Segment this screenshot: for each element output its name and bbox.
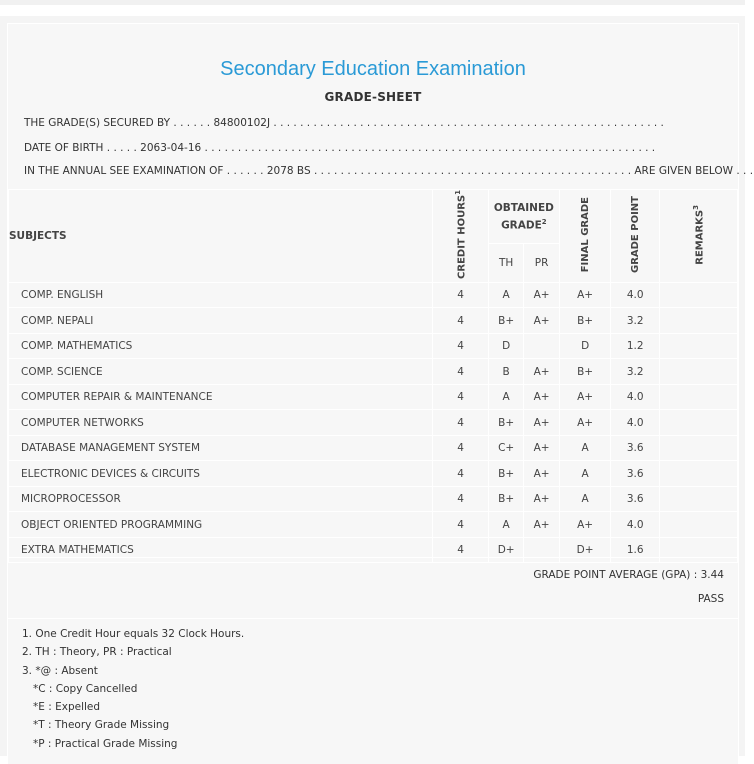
header-grade-point: [611, 190, 660, 283]
remarks-cell: [660, 384, 738, 410]
grade-point-cell: 4.0: [611, 282, 660, 308]
grade-sheet-heading: GRADE-SHEET: [324, 90, 422, 104]
theory-grade-cell: B+: [488, 410, 523, 436]
table-row: [9, 512, 738, 538]
grade-point-cell: 1.2: [611, 333, 660, 359]
header-remarks: [660, 190, 738, 283]
dob-dots: . . . . . . . . . . . . . . . . . . . . . . . . . . . . . . . . . . . . . . . . . . . . . . . . . . . . . . . . . . . . . . . . . . . .: [204, 142, 656, 154]
grade-point-cell: 3.2: [611, 308, 660, 334]
theory-grade-cell: B+: [488, 461, 523, 487]
obtained-grade-label: OBTAINED GRADE: [493, 201, 554, 232]
remarks-cell: [660, 308, 738, 334]
dob-line: [24, 142, 655, 154]
footnote-theory-missing: *T : Theory Grade Missing: [33, 719, 170, 732]
final-grade-cell: D: [559, 333, 611, 359]
gpa-line: [533, 569, 724, 581]
result-status: PASS: [697, 593, 724, 605]
credit-hours-cell: 4: [433, 410, 489, 436]
table-row: [9, 410, 738, 436]
table-row: [9, 435, 738, 461]
practical-grade-cell: A+: [524, 435, 559, 461]
subject-cell: COMP. NEPALI: [9, 308, 433, 334]
table-row: [9, 308, 738, 334]
credit-hours-cell: 4: [433, 435, 489, 461]
exam-title: Secondary Education Examination: [220, 58, 526, 80]
final-grade-cell: A: [559, 461, 611, 487]
header-credit-hours: [433, 190, 489, 283]
subject-cell: OBJECT ORIENTED PROGRAMMING: [9, 512, 433, 538]
header-subjects: SUBJECTS: [9, 190, 433, 283]
remarks-cell: [660, 435, 738, 461]
symbol-number: 84800102J: [213, 117, 271, 129]
subject-cell: ELECTRONIC DEVICES & CIRCUITS: [9, 461, 433, 487]
secured-by-dots: . . . . . . . . . . . . . . . . . . . . . . . . . . . . . . . . . . . . . . . . . . . . . . . . . . . . . . . . . . .: [273, 117, 664, 129]
credit-hours-cell: 4: [433, 537, 489, 563]
exam-line: [24, 165, 753, 177]
table-row: [9, 461, 738, 487]
credit-hours-cell: 4: [433, 384, 489, 410]
final-grade-cell: A+: [559, 384, 611, 410]
header-theory: TH: [488, 243, 523, 282]
gpa-section: [8, 557, 738, 619]
credit-hours-footnote: 1: [454, 190, 463, 195]
remarks-cell: [660, 282, 738, 308]
remarks-cell: [660, 512, 738, 538]
final-grade-cell: D+: [559, 537, 611, 563]
final-grade-cell: A+: [559, 410, 611, 436]
final-grade-cell: A+: [559, 512, 611, 538]
table-row: [9, 359, 738, 385]
remarks-footnote: 3: [692, 204, 701, 210]
obtained-grade-footnote: 2: [541, 217, 547, 226]
grades-table-body: [9, 282, 738, 563]
table-row: [9, 486, 738, 512]
subject-cell: COMP. ENGLISH: [9, 282, 433, 308]
credit-hours-cell: 4: [433, 282, 489, 308]
exam-suffix: ARE GIVEN BELOW . . .: [634, 165, 754, 177]
grade-point-cell: 3.6: [611, 435, 660, 461]
exam-year: 2078 BS: [266, 165, 311, 177]
table-row: [9, 282, 738, 308]
remarks-cell: [660, 359, 738, 385]
remarks-cell: [660, 410, 738, 436]
theory-grade-cell: B+: [488, 308, 523, 334]
footnote-1: 1. One Credit Hour equals 32 Clock Hours.: [22, 628, 245, 640]
theory-grade-cell: C+: [488, 435, 523, 461]
secured-by-line: [24, 117, 664, 129]
remarks-cell: [660, 486, 738, 512]
theory-grade-cell: A: [488, 384, 523, 410]
subject-cell: MICROPROCESSOR: [9, 486, 433, 512]
exam-label: IN THE ANNUAL SEE EXAMINATION OF . . . . . .: [24, 165, 264, 177]
grade-point-cell: 4.0: [611, 410, 660, 436]
credit-hours-cell: 4: [433, 461, 489, 487]
final-grade-cell: A: [559, 435, 611, 461]
final-grade-cell: A: [559, 486, 611, 512]
grade-point-cell: 4.0: [611, 384, 660, 410]
grade-point-label: GRADE POINT: [629, 195, 641, 273]
subject-cell: COMP. SCIENCE: [9, 359, 433, 385]
final-grade-cell: A+: [559, 282, 611, 308]
grade-point-cell: 4.0: [611, 512, 660, 538]
header-practical: PR: [524, 243, 559, 282]
footnote-copy-cancelled: *C : Copy Cancelled: [33, 682, 138, 695]
theory-grade-cell: B: [488, 359, 523, 385]
credit-hours-label: CREDIT HOURS: [456, 194, 468, 279]
final-grade-label: FINAL GRADE: [579, 196, 591, 273]
subject-cell: DATABASE MANAGEMENT SYSTEM: [9, 435, 433, 461]
theory-grade-cell: A: [488, 282, 523, 308]
theory-grade-cell: D: [488, 333, 523, 359]
theory-grade-cell: A: [488, 512, 523, 538]
practical-grade-cell: A+: [524, 410, 559, 436]
practical-grade-cell: A+: [524, 282, 559, 308]
exam-dots: . . . . . . . . . . . . . . . . . . . . . . . . . . . . . . . . . . . . . . . . . . . . . . . .: [313, 165, 632, 177]
table-row: [9, 333, 738, 359]
grade-point-cell: 3.2: [611, 359, 660, 385]
practical-grade-cell: A+: [524, 461, 559, 487]
grade-point-cell: 3.6: [611, 461, 660, 487]
practical-grade-cell: A+: [524, 512, 559, 538]
credit-hours-cell: 4: [433, 308, 489, 334]
subject-cell: EXTRA MATHEMATICS: [9, 537, 433, 563]
remarks-cell: [660, 461, 738, 487]
subject-cell: COMP. MATHEMATICS: [9, 333, 433, 359]
credit-hours-cell: 4: [433, 333, 489, 359]
theory-grade-cell: B+: [488, 486, 523, 512]
header-final-grade: [559, 190, 611, 283]
header-obtained-grade: [488, 190, 559, 244]
grade-point-cell: 3.6: [611, 486, 660, 512]
top-strip: [0, 0, 745, 5]
gpa-value: 3.44: [700, 569, 724, 581]
practical-grade-cell: A+: [524, 384, 559, 410]
final-grade-cell: B+: [559, 308, 611, 334]
grade-sheet-container: [7, 23, 754, 764]
practical-grade-cell: [524, 333, 559, 359]
dob-label: DATE OF BIRTH . . . . .: [24, 142, 137, 154]
secured-by-label: THE GRADE(S) SECURED BY . . . . . .: [24, 117, 211, 129]
credit-hours-cell: 4: [433, 359, 489, 385]
subject-cell: COMPUTER REPAIR & MAINTENANCE: [9, 384, 433, 410]
gpa-label: GRADE POINT AVERAGE (GPA) :: [533, 569, 698, 581]
remarks-label: REMARKS: [694, 209, 706, 265]
remarks-cell: [660, 333, 738, 359]
footnote-expelled: *E : Expelled: [33, 701, 101, 714]
theory-grade-cell: D+: [488, 537, 523, 563]
practical-grade-cell: A+: [524, 308, 559, 334]
table-row: [9, 384, 738, 410]
footnotes: [22, 625, 244, 753]
grades-table: [8, 189, 738, 563]
final-grade-cell: B+: [559, 359, 611, 385]
footnote-2: 2. TH : Theory, PR : Practical: [22, 646, 172, 659]
footnote-3: 3. *@ : Absent: [22, 664, 98, 677]
practical-grade-cell: A+: [524, 359, 559, 385]
subject-cell: COMPUTER NETWORKS: [9, 410, 433, 436]
practical-grade-cell: A+: [524, 486, 559, 512]
dob-value: 2063-04-16: [140, 142, 202, 154]
footnote-practical-missing: *P : Practical Grade Missing: [33, 737, 178, 750]
credit-hours-cell: 4: [433, 486, 489, 512]
credit-hours-cell: 4: [433, 512, 489, 538]
grade-sheet-panel: [0, 16, 754, 756]
grade-point-cell: 1.6: [611, 537, 660, 563]
